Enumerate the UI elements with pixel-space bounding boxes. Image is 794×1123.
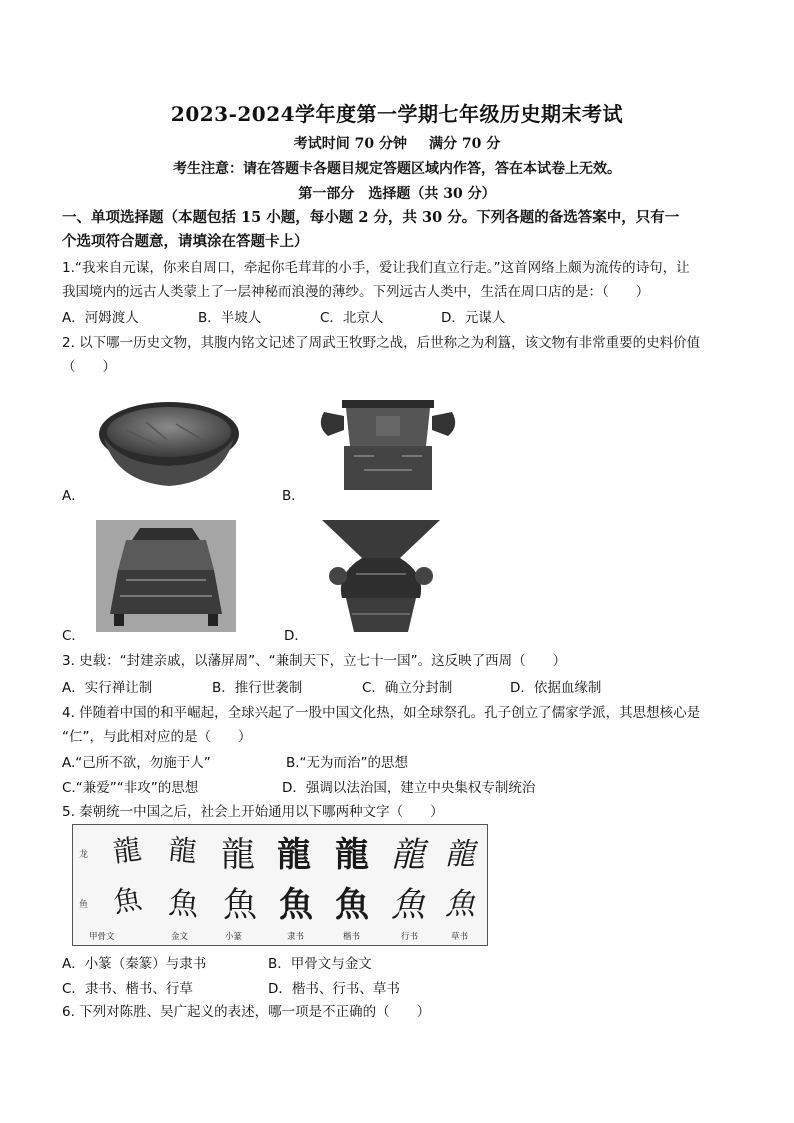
row-label-fish: 鱼 bbox=[79, 900, 89, 910]
column-label-clerical: 隶书 bbox=[287, 932, 305, 942]
row-label-dragon: 龙 bbox=[79, 850, 89, 860]
question-6-stem-line1: 6. 下列对陈胜、吴广起义的表述，哪一项是不正确的（ ） bbox=[62, 1004, 431, 1020]
option-b[interactable]: B．推行世袭制 bbox=[212, 680, 303, 696]
column-label-running: 行书 bbox=[401, 932, 419, 942]
exam-score: 满分 70 分 bbox=[429, 136, 501, 152]
part-heading bbox=[0, 183, 794, 203]
option-b[interactable]: B.“无为而治”的思想 bbox=[286, 755, 409, 771]
fish-glyph-regular: 魚 bbox=[335, 885, 369, 925]
image-c-label: C． bbox=[62, 628, 85, 644]
li-gui-image[interactable] bbox=[314, 386, 462, 494]
dragon-glyph-clerical: 龍 bbox=[277, 835, 311, 875]
fish-glyph-seal: 魚 bbox=[223, 885, 257, 925]
question-1-stem-line2: 我国境内的远古人类蒙上了一层神秘而浪漫的薄纱。下列远古人类中，生活在周口店的是：（ ） bbox=[62, 284, 650, 300]
bronze-bowl-image[interactable] bbox=[96, 394, 242, 494]
option-c[interactable]: C．隶书、楷书、行草 bbox=[62, 981, 193, 997]
option-d[interactable]: D．依据血缘制 bbox=[510, 680, 602, 696]
question-5-stem bbox=[62, 800, 734, 824]
fish-glyph-oracle: 魚 bbox=[110, 881, 144, 920]
exam-title: 2023-2024学年度第一学期七年级历史期末考试 bbox=[170, 102, 624, 126]
option-d[interactable]: D．强调以法治国，建立中央集权专制统治 bbox=[282, 780, 536, 796]
dragon-glyph-oracle: 龍 bbox=[111, 832, 144, 869]
dragon-glyph-seal: 龍 bbox=[221, 835, 255, 875]
column-label-oracle: 甲骨文 bbox=[89, 932, 115, 942]
question-4-stem bbox=[62, 701, 734, 749]
bronze-vessel-image[interactable] bbox=[96, 520, 236, 632]
column-label-regular: 楷书 bbox=[343, 932, 361, 942]
option-c[interactable]: C．北京人 bbox=[320, 310, 384, 326]
question-2-stem-line2: （ ） bbox=[62, 359, 116, 375]
script-evolution-table bbox=[72, 824, 488, 946]
bronze-zun-image[interactable] bbox=[316, 514, 446, 636]
fish-glyph-cursive: 魚 bbox=[445, 887, 475, 922]
question-2-stem-line1: 2. 以下哪一历史文物，其腹内铭文记述了周武王牧野之战，后世称之为利簋，该文物有非常重要的史料价值 bbox=[62, 335, 701, 351]
exam-notice: 考生注意：请在答题卡各题目规定答题区域内作答，答在本试卷上无效。 bbox=[173, 161, 621, 177]
question-3-stem bbox=[62, 649, 734, 673]
section-heading bbox=[62, 206, 742, 254]
option-d[interactable]: D．楷书、行书、草书 bbox=[268, 981, 400, 997]
part-title: 选择题（共 30 分） bbox=[368, 186, 496, 202]
option-b[interactable]: B．半坡人 bbox=[198, 310, 262, 326]
option-b[interactable]: B．甲骨文与金文 bbox=[268, 956, 372, 972]
dragon-glyph-running: 龍 bbox=[391, 835, 425, 875]
fish-glyph-running: 魚 bbox=[391, 885, 425, 925]
part-label: 第一部分 bbox=[298, 186, 355, 202]
question-2-stem bbox=[62, 331, 734, 379]
option-c[interactable]: C．确立分封制 bbox=[362, 680, 453, 696]
section-heading-line1: 一、单项选择题（本题包括 15 小题，每小题 2 分，共 30 分。下列各题的备选答案中，只有一 bbox=[62, 209, 680, 226]
image-a-label: A． bbox=[62, 488, 85, 504]
column-label-cursive: 草书 bbox=[451, 932, 469, 942]
column-label-bronze: 金文 bbox=[171, 932, 189, 942]
column-label-seal: 小篆 bbox=[225, 932, 243, 942]
question-1-stem bbox=[62, 256, 734, 304]
option-a[interactable]: A.“己所不欲，勿施于人” bbox=[62, 755, 211, 771]
exam-info bbox=[0, 133, 794, 153]
image-d-label: D． bbox=[284, 628, 308, 644]
option-a[interactable]: A．小篆（秦篆）与隶书 bbox=[62, 956, 207, 972]
option-d[interactable]: D．元谋人 bbox=[441, 310, 506, 326]
option-a[interactable]: A．河姆渡人 bbox=[62, 310, 139, 326]
option-c[interactable]: C.“兼爱”“非攻”的思想 bbox=[62, 780, 199, 796]
fish-glyph-clerical: 魚 bbox=[279, 885, 313, 925]
question-4-stem-line2: “仁”，与此相对应的是（ ） bbox=[62, 729, 252, 745]
section-heading-line2: 个选项符合题意，请填涂在答题卡上） bbox=[62, 233, 309, 250]
question-1-stem-line1: 1.“我来自元谋，你来自周口，牵起你毛茸茸的小手，爱让我们直立行走。”这首网络上颇为流传的诗句，让 bbox=[62, 260, 690, 276]
dragon-glyph-cursive: 龍 bbox=[445, 837, 475, 872]
fish-glyph-bronze: 魚 bbox=[167, 885, 201, 924]
exam-time: 考试时间 70 分钟 bbox=[293, 136, 407, 152]
image-b-label: B． bbox=[282, 488, 305, 504]
question-5-stem-line1: 5. 秦朝统一中国之后，社会上开始通用以下哪两种文字（ ） bbox=[62, 804, 444, 820]
dragon-glyph-regular: 龍 bbox=[335, 835, 369, 875]
question-4-stem-line1: 4. 伴随着中国的和平崛起，全球兴起了一股中国文化热，如全球祭孔。孔子创立了儒家学派，其思想核心是 bbox=[62, 705, 701, 721]
question-6-stem bbox=[62, 1000, 734, 1024]
dragon-glyph-bronze: 龍 bbox=[167, 832, 199, 869]
question-3-stem-line1: 3. 史载：“封建亲戚，以藩屏周”、“兼制天下，立七十一国”。这反映了西周（ ） bbox=[62, 653, 567, 669]
option-a[interactable]: A．实行禅让制 bbox=[62, 680, 153, 696]
